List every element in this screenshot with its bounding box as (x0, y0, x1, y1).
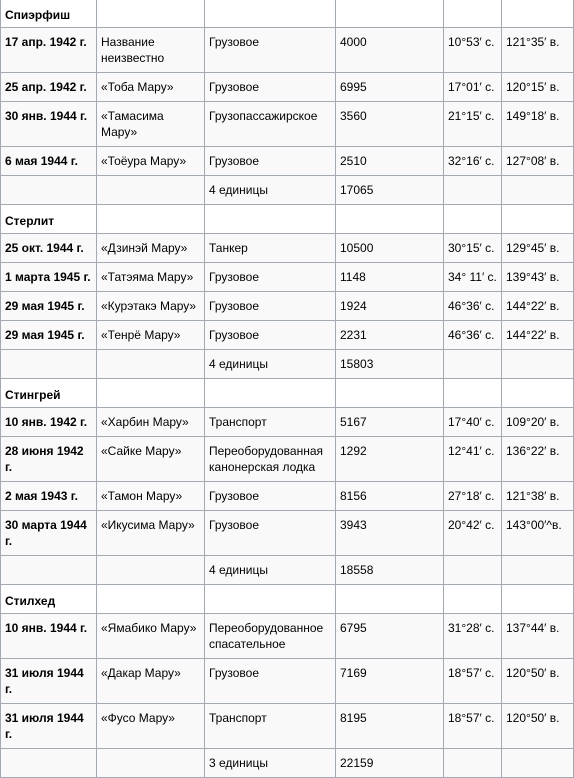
sinking-date: 2 мая 1943 г. (1, 482, 97, 511)
empty-cell (1, 176, 97, 205)
ship-type: Грузовое (205, 147, 336, 176)
ship-type: Переоборудованная канонерская лодка (205, 437, 336, 482)
empty-cell (205, 0, 336, 28)
total-row (1, 749, 574, 778)
sinking-date: 17 апр. 1942 г. (1, 28, 97, 73)
sinking-date: 6 мая 1944 г. (1, 147, 97, 176)
empty-cell (502, 350, 574, 379)
ship-tonnage: 1148 (336, 263, 444, 292)
empty-cell (336, 585, 444, 614)
submarine-group-row (1, 205, 574, 234)
ship-tonnage: 6795 (336, 614, 444, 659)
longitude: 120°50′ в. (502, 704, 574, 749)
empty-cell (502, 749, 574, 778)
latitude: 20°42′ с. (444, 511, 502, 556)
empty-cell (336, 379, 444, 408)
ship-tonnage: 8156 (336, 482, 444, 511)
submarine-name: Спиэрфиш (1, 0, 97, 28)
longitude: 136°22′ в. (502, 437, 574, 482)
sinking-date: 28 июня 1942 г. (1, 437, 97, 482)
ship-tonnage: 2231 (336, 321, 444, 350)
total-units: 4 единицы (205, 176, 336, 205)
total-units: 4 единицы (205, 556, 336, 585)
ship-name: «Курэтакэ Мару» (97, 292, 205, 321)
ship-type: Грузовое (205, 482, 336, 511)
table-row (1, 147, 574, 176)
longitude: 121°38′ в. (502, 482, 574, 511)
ship-tonnage: 1924 (336, 292, 444, 321)
ship-name: «Тамасима Мару» (97, 102, 205, 147)
latitude: 27°18′ с. (444, 482, 502, 511)
empty-cell (444, 176, 502, 205)
ship-tonnage: 4000 (336, 28, 444, 73)
ship-type: Грузовое (205, 659, 336, 704)
ship-name: «Ямабико Мару» (97, 614, 205, 659)
total-units: 4 единицы (205, 350, 336, 379)
empty-cell (205, 379, 336, 408)
empty-cell (502, 585, 574, 614)
empty-cell (502, 0, 574, 28)
total-row (1, 556, 574, 585)
ship-tonnage: 6995 (336, 73, 444, 102)
empty-cell (444, 205, 502, 234)
empty-cell (444, 585, 502, 614)
empty-cell (1, 350, 97, 379)
empty-cell (444, 556, 502, 585)
total-tonnage: 18558 (336, 556, 444, 585)
longitude: 144°22′ в. (502, 292, 574, 321)
table-row (1, 73, 574, 102)
ship-name: «Тамон Мару» (97, 482, 205, 511)
table-row (1, 321, 574, 350)
latitude: 21°15′ с. (444, 102, 502, 147)
table-row (1, 482, 574, 511)
total-tonnage: 22159 (336, 749, 444, 778)
table-row (1, 263, 574, 292)
empty-cell (205, 205, 336, 234)
latitude: 30°15′ с. (444, 234, 502, 263)
ship-type: Грузовое (205, 511, 336, 556)
table-row (1, 234, 574, 263)
total-row (1, 176, 574, 205)
ship-tonnage: 3943 (336, 511, 444, 556)
ship-name: Название неизвестно (97, 28, 205, 73)
latitude: 32°16′ с. (444, 147, 502, 176)
submarine-name: Стерлит (1, 205, 97, 234)
longitude: 139°43′ в. (502, 263, 574, 292)
empty-cell (97, 585, 205, 614)
latitude: 31°28′ с. (444, 614, 502, 659)
table-row (1, 659, 574, 704)
longitude: 143°00′^в. (502, 511, 574, 556)
submarine-name: Стингрей (1, 379, 97, 408)
latitude: 46°36′ с. (444, 321, 502, 350)
ship-name: «Фусо Мару» (97, 704, 205, 749)
ship-tonnage: 2510 (336, 147, 444, 176)
empty-cell (97, 350, 205, 379)
ship-type: Грузовое (205, 263, 336, 292)
ship-name: «Татэяма Мару» (97, 263, 205, 292)
empty-cell (97, 749, 205, 778)
empty-cell (444, 379, 502, 408)
submarine-group-row (1, 0, 574, 28)
ship-name: «Тоёура Мару» (97, 147, 205, 176)
sinking-date: 1 марта 1945 г. (1, 263, 97, 292)
ship-tonnage: 1292 (336, 437, 444, 482)
ship-name: «Сайке Мару» (97, 437, 205, 482)
ship-tonnage: 7169 (336, 659, 444, 704)
latitude: 17°40′ с. (444, 408, 502, 437)
longitude: 129°45′ в. (502, 234, 574, 263)
empty-cell (205, 585, 336, 614)
longitude: 149°18′ в. (502, 102, 574, 147)
ship-type: Грузовое (205, 321, 336, 350)
ship-name: «Дзинэй Мару» (97, 234, 205, 263)
ship-tonnage: 5167 (336, 408, 444, 437)
latitude: 12°41′ с. (444, 437, 502, 482)
longitude: 144°22′ в. (502, 321, 574, 350)
ship-tonnage: 10500 (336, 234, 444, 263)
sinking-date: 29 мая 1945 г. (1, 292, 97, 321)
longitude: 120°50′ в. (502, 659, 574, 704)
total-units: 3 единицы (205, 749, 336, 778)
latitude: 10°53′ с. (444, 28, 502, 73)
empty-cell (502, 379, 574, 408)
longitude: 121°35′ в. (502, 28, 574, 73)
ship-type: Транспорт (205, 704, 336, 749)
ship-type: Транспорт (205, 408, 336, 437)
longitude: 109°20′ в. (502, 408, 574, 437)
total-row (1, 350, 574, 379)
latitude: 18°57′ с. (444, 704, 502, 749)
ship-name: «Тенрё Мару» (97, 321, 205, 350)
empty-cell (336, 0, 444, 28)
empty-cell (444, 749, 502, 778)
empty-cell (97, 205, 205, 234)
empty-cell (97, 379, 205, 408)
empty-cell (502, 176, 574, 205)
sinking-date: 25 окт. 1944 г. (1, 234, 97, 263)
sinking-date: 31 июля 1944 г. (1, 659, 97, 704)
total-tonnage: 17065 (336, 176, 444, 205)
latitude: 18°57′ с. (444, 659, 502, 704)
submarine-group-row (1, 585, 574, 614)
table-row (1, 292, 574, 321)
sinking-date: 30 марта 1944 г. (1, 511, 97, 556)
empty-cell (97, 556, 205, 585)
longitude: 120°15′ в. (502, 73, 574, 102)
table-row (1, 28, 574, 73)
ship-name: «Икусима Мару» (97, 511, 205, 556)
table-row (1, 408, 574, 437)
table-row (1, 437, 574, 482)
ship-name: «Тоба Мару» (97, 73, 205, 102)
total-tonnage: 15803 (336, 350, 444, 379)
ship-name: «Харбин Мару» (97, 408, 205, 437)
sinking-date: 10 янв. 1942 г. (1, 408, 97, 437)
sinking-date: 31 июля 1944 г. (1, 704, 97, 749)
sinking-date: 25 апр. 1942 г. (1, 73, 97, 102)
empty-cell (97, 176, 205, 205)
ship-tonnage: 3560 (336, 102, 444, 147)
ship-tonnage: 8195 (336, 704, 444, 749)
ship-type: Переоборудованное спасательное (205, 614, 336, 659)
ship-type: Грузопассажирское (205, 102, 336, 147)
empty-cell (1, 556, 97, 585)
ship-type: Грузовое (205, 292, 336, 321)
latitude: 46°36′ с. (444, 292, 502, 321)
sinking-date: 10 янв. 1944 г. (1, 614, 97, 659)
table-row (1, 614, 574, 659)
ship-type: Грузовое (205, 73, 336, 102)
empty-cell (1, 749, 97, 778)
submarine-group-row (1, 379, 574, 408)
ship-type: Танкер (205, 234, 336, 263)
empty-cell (502, 205, 574, 234)
latitude: 17°01′ с. (444, 73, 502, 102)
submarine-name: Стилхед (1, 585, 97, 614)
empty-cell (444, 0, 502, 28)
longitude: 127°08′ в. (502, 147, 574, 176)
empty-cell (502, 556, 574, 585)
latitude: 34° 11′ с. (444, 263, 502, 292)
sinking-date: 29 мая 1945 г. (1, 321, 97, 350)
empty-cell (444, 350, 502, 379)
sinkings-table-body (1, 0, 574, 778)
table-row (1, 102, 574, 147)
longitude: 137°44′ в. (502, 614, 574, 659)
empty-cell (336, 205, 444, 234)
ship-type: Грузовое (205, 28, 336, 73)
empty-cell (97, 0, 205, 28)
sinking-date: 30 янв. 1944 г. (1, 102, 97, 147)
ship-name: «Дакар Мару» (97, 659, 205, 704)
table-row (1, 704, 574, 749)
table-row (1, 511, 574, 556)
